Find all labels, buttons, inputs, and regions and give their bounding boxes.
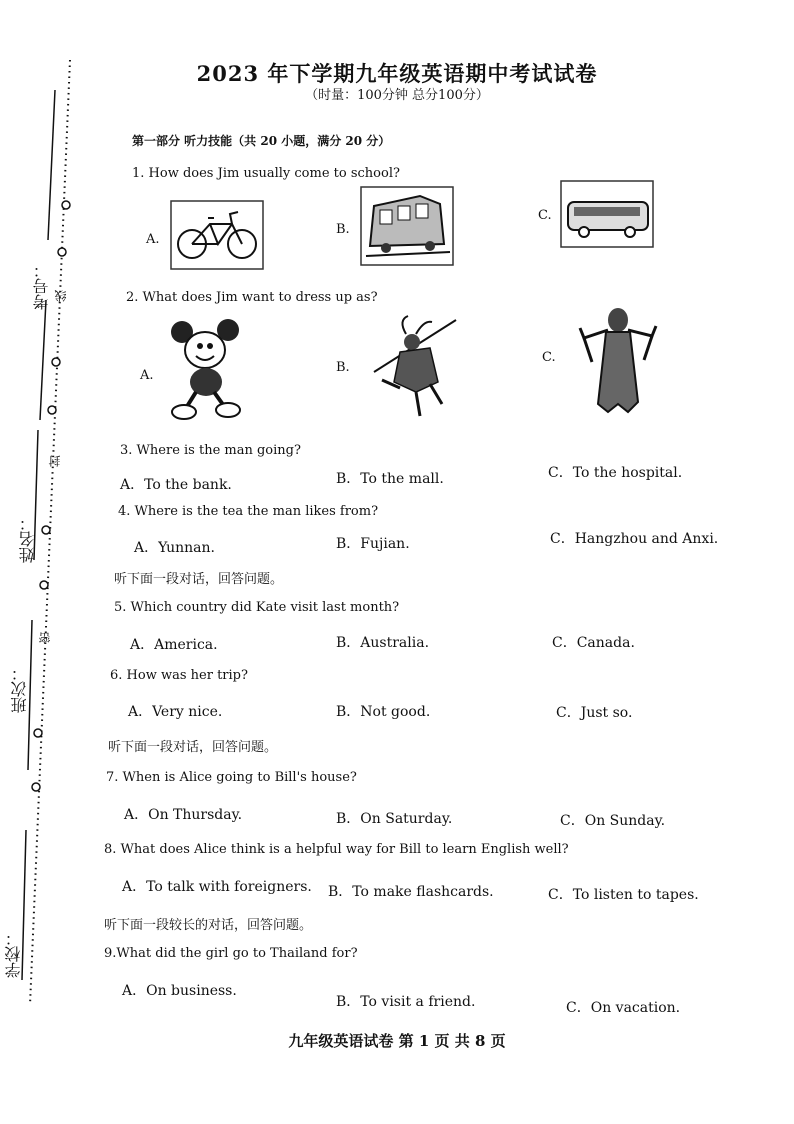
- q4-option-c: C．Hangzhou and Anxi.: [550, 531, 719, 547]
- question-1: 1. How does Jim usually come to school?: [132, 166, 400, 181]
- monkey-king-icon: [370, 312, 460, 424]
- ghost-icon: [578, 302, 658, 416]
- instruction-2: 听下面一段对话，回答问题。: [108, 740, 278, 755]
- q5-option-b: B．Australia.: [336, 635, 430, 651]
- q8-option-a: A．To talk with foreigners.: [122, 879, 312, 895]
- q5-option-c: C．Canada.: [552, 635, 635, 651]
- name-label: 姓名：: [18, 515, 37, 563]
- q3-option-a: A．To the bank.: [120, 477, 232, 493]
- question-7: 7. When is Alice going to Bill's house?: [106, 770, 357, 785]
- page-footer: 九年级英语试卷 第 1 页 共 8 页: [288, 1032, 506, 1050]
- q1-option-a-label: A.: [146, 232, 160, 247]
- exam-number-label: 考号：: [32, 262, 51, 310]
- class-label: 班次：: [10, 665, 29, 713]
- question-2: 2. What does Jim want to dress up as?: [126, 290, 378, 305]
- q2-option-b-label: B.: [336, 360, 350, 375]
- exam-subtitle: （时量：100分钟 总分100分）: [305, 88, 489, 103]
- mickey-mouse-icon: [168, 318, 244, 422]
- question-8: 8. What does Alice think is a helpful way for Bill to learn English well?: [104, 842, 569, 857]
- q6-option-b: B．Not good.: [336, 704, 431, 720]
- instruction-3: 听下面一段较长的对话，回答问题。: [104, 918, 313, 933]
- train-icon: [360, 186, 454, 266]
- question-9: 9.What did the girl go to Thailand for?: [104, 946, 358, 961]
- binding-mark-secret: 密: [38, 632, 52, 644]
- q8-option-b: B．To make flashcards.: [328, 884, 494, 900]
- q9-option-a: A．On business.: [122, 983, 237, 999]
- instruction-1: 听下面一段对话，回答问题。: [114, 572, 284, 587]
- section-title: 第一部分 听力技能（共 20 小题，满分 20 分）: [132, 134, 391, 148]
- q6-option-c: C．Just so.: [556, 705, 633, 721]
- question-5: 5. Which country did Kate visit last month?: [114, 600, 400, 615]
- bus-icon: [560, 180, 654, 248]
- exam-title: 2023 年下学期九年级英语期中考试试卷: [196, 61, 598, 86]
- q5-option-a: A．America.: [130, 637, 218, 653]
- q3-option-b: B．To the mall.: [336, 471, 444, 487]
- question-6: 6. How was her trip?: [110, 668, 248, 683]
- question-4: 4. Where is the tea the man likes from?: [118, 504, 379, 519]
- bicycle-icon: [170, 200, 264, 270]
- q1-option-b-label: B.: [336, 222, 350, 237]
- school-label: 学校：: [4, 930, 23, 978]
- q3-option-c: C．To the hospital.: [548, 465, 683, 481]
- q8-option-c: C．To listen to tapes.: [548, 887, 699, 903]
- q9-option-b: B．To visit a friend.: [336, 994, 476, 1010]
- q2-option-c-label: C.: [542, 350, 556, 365]
- binding-mark-seal: 封: [48, 455, 62, 467]
- q1-option-c-label: C.: [538, 208, 552, 223]
- q2-option-a-label: A.: [140, 368, 154, 383]
- q7-option-a: A．On Thursday.: [124, 807, 243, 823]
- q4-option-a: A．Yunnan.: [134, 540, 215, 556]
- q6-option-a: A．Very nice.: [128, 704, 223, 720]
- q4-option-b: B．Fujian.: [336, 536, 410, 552]
- binding-margin: [0, 0, 90, 1124]
- binding-mark-line: 线: [54, 290, 68, 302]
- question-3: 3. Where is the man going?: [120, 443, 301, 458]
- q9-option-c: C．On vacation.: [566, 1000, 681, 1016]
- q7-option-b: B．On Saturday.: [336, 811, 453, 827]
- q7-option-c: C．On Sunday.: [560, 813, 666, 829]
